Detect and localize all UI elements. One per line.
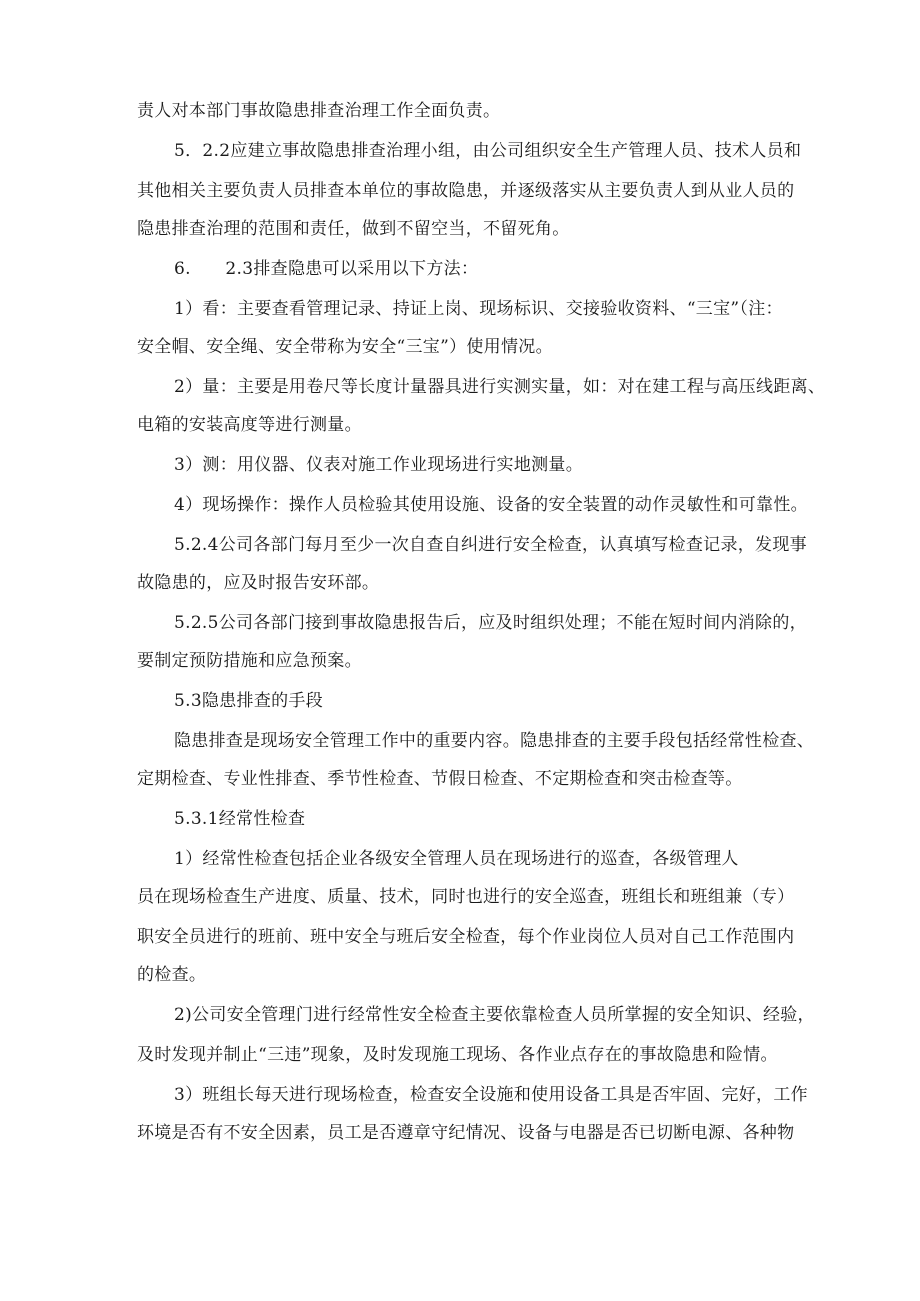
text-line: 定期检查、专业性排查、季节性检查、节假日检查、不定期检查和突击检查等。 bbox=[137, 769, 743, 789]
text-line: 其他相关主要负责人员排查本单位的事故隐患，并逐级落实从主要负责人到从业人员的 bbox=[137, 181, 795, 201]
text-line: 1）看：主要查看管理记录、持证上岗、现场标识、交接验收资料、“三宝”（注： bbox=[174, 299, 783, 319]
text-line: 6. 2.3排查隐患可以采用以下方法： bbox=[174, 259, 479, 279]
text-line: 4）现场操作：操作人员检验其使用设施、设备的安全装置的动作灵敏性和可靠性。 bbox=[174, 495, 808, 515]
text-line: 隐患排查是现场安全管理工作中的重要内容。隐患排查的主要手段包括经常性检查、 bbox=[174, 731, 815, 751]
text-line: 3）班组长每天进行现场检查，检查安全设施和使用设备工具是否牢固、完好，工作 bbox=[174, 1085, 808, 1105]
section-heading: 5.3隐患排查的手段 bbox=[174, 691, 324, 711]
text-line: 员在现场检查生产进度、质量、技术，同时也进行的安全巡查，班组长和班组兼（专） bbox=[137, 887, 795, 907]
text-line: 3）测：用仪器、仪表对施工作业现场进行实地测量。 bbox=[174, 455, 584, 475]
text-line: 电箱的安装高度等进行测量。 bbox=[137, 415, 362, 435]
text-line: 5.2.4公司各部门每月至少一次自查自纠进行安全检查，认真填写检查记录，发现事 bbox=[174, 535, 807, 555]
text-line: 职安全员进行的班前、班中安全与班后安全检查，每个作业岗位人员对自己工作范围内 bbox=[137, 927, 795, 947]
text-line: 5.2.5公司各部门接到事故隐患报告后，应及时组织处理；不能在短时间内消除的， bbox=[174, 613, 807, 633]
text-line: 2)公司安全管理门进行经常性安全检查主要依靠检查人员所掌握的安全知识、经验， bbox=[174, 1005, 815, 1025]
text-line: 环境是否有不安全因素，员工是否遵章守纪情况、设备与电器是否已切断电源、各种物 bbox=[137, 1123, 795, 1143]
text-line: 故隐患的，应及时报告安环部。 bbox=[137, 573, 380, 593]
text-line: 及时发现并制止“三违”现象，及时发现施工现场、各作业点存在的事故隐患和险情。 bbox=[137, 1045, 778, 1065]
text-line: 的检查。 bbox=[137, 965, 207, 985]
text-line: 1）经常性检查包括企业各级安全管理人员在现场进行的巡查，各级管理人 bbox=[174, 849, 739, 869]
text-line: 安全帽、安全绳、安全带称为安全“三宝”）使用情况。 bbox=[137, 337, 553, 357]
section-heading: 5.3.1经常性检查 bbox=[174, 809, 306, 829]
text-line: 5．2.2应建立事故隐患排查治理小组，由公司组织安全生产管理人员、技术人员和 bbox=[174, 141, 802, 161]
text-line: 隐患排查治理的范围和责任，做到不留空当，不留死角。 bbox=[137, 219, 570, 239]
text-line: 要制定预防措施和应急预案。 bbox=[137, 651, 362, 671]
text-line: 2）量：主要是用卷尺等长度计量器具进行实测实量，如：对在建工程与高压线距离、 bbox=[174, 377, 826, 397]
text-line: 责人对本部门事故隐患排查治理工作全面负责。 bbox=[137, 101, 501, 121]
